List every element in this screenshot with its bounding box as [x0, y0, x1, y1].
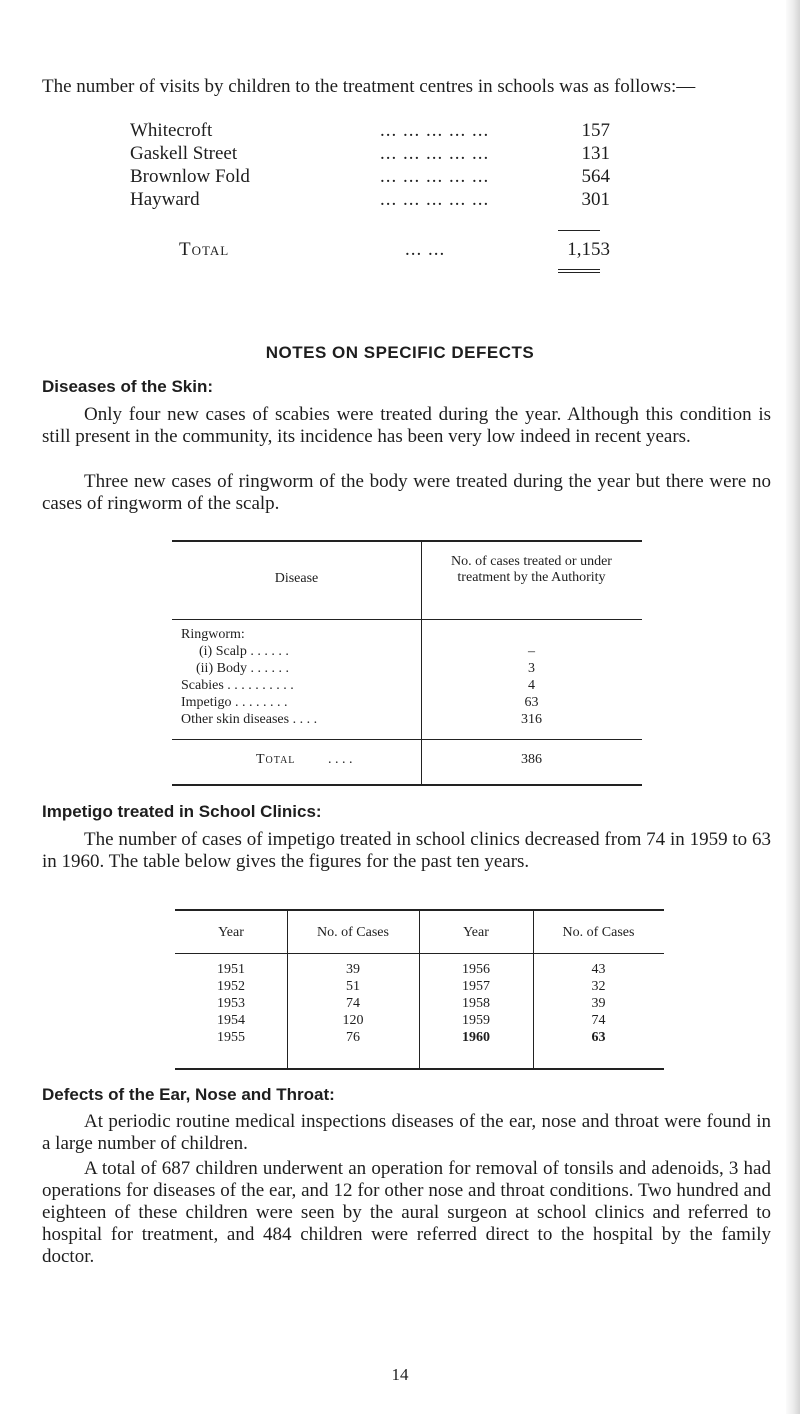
visit-row-whitecroft: [130, 120, 630, 142]
visit-label: Hayward: [130, 189, 200, 210]
visit-row-hayward: [130, 189, 630, 211]
impetigo-heading: Impetigo treated in School Clinics:: [42, 802, 322, 821]
col-header-year-1: Year: [218, 925, 244, 940]
cell-year: 1958: [462, 996, 490, 1011]
cell-year: 1953: [217, 996, 245, 1011]
cell-cases: 63: [591, 1030, 606, 1045]
row-body-value: 3: [528, 661, 535, 676]
row-scalp-label: (i) Scalp . . . . . .: [199, 644, 289, 659]
visit-label: Brownlow Fold: [130, 166, 250, 187]
cell-year: 1952: [217, 979, 245, 994]
ent-paragraph-2: A total of 687 children underwent an operation for removal of tonsils and adenoids, 3 had operations for diseases of the ear, and 12 for other nose and throat conditions. Two hundred and eighteen of these children were seen by the aural surgeon at school clinics and referred to hospital for treatment, and 484 children were referred direct to the hospital by the family doctor.: [42, 1158, 771, 1267]
total-label: Total: [179, 239, 230, 260]
cell-year: 1960: [462, 1030, 490, 1045]
row-other-label: Other skin diseases . . . .: [181, 712, 318, 727]
visit-label: Gaskell Street: [130, 143, 238, 164]
cell-cases: 74: [346, 996, 360, 1011]
cell-cases: 43: [591, 962, 606, 977]
visit-total-row: [130, 239, 630, 261]
leader-dots: ... ... ... ... ...: [380, 143, 490, 164]
skin-paragraph-2: Three new cases of ringworm of the body were treated during the year but there were no cases of ringworm of the scalp.: [42, 471, 771, 514]
cell-year: 1954: [217, 1013, 245, 1028]
row-impetigo-label: Impetigo . . . . . . . .: [181, 695, 288, 710]
col-header-disease: Disease: [274, 571, 319, 586]
visit-row-brownlow-fold: [130, 166, 630, 188]
col-header-cases-1: No. of Cases: [317, 925, 389, 940]
skin-heading: Diseases of the Skin:: [42, 377, 214, 396]
table-total-label: Total: [256, 752, 296, 767]
skin-paragraph-1: Only four new cases of scabies were treated during the year. Although this condition is still present in the community, its incidence has been very low indeed in recent years.: [42, 404, 771, 447]
row-other-value: 316: [521, 712, 542, 727]
double-rule-bottom: [558, 272, 600, 273]
col-header-cases-2: No. of Cases: [562, 925, 635, 940]
row-scabies-label: Scabies . . . . . . . . . .: [181, 678, 294, 693]
cell-year: 1951: [217, 962, 245, 977]
row-ringworm-label: Ringworm:: [181, 627, 245, 642]
cell-year: 1956: [462, 962, 490, 977]
cell-year: 1957: [462, 979, 490, 994]
row-scalp-value: –: [528, 644, 535, 659]
visit-count: 564: [581, 166, 610, 187]
col-header-year-2: Year: [463, 925, 489, 940]
cell-cases: 39: [346, 962, 360, 977]
cell-cases: 74: [591, 1013, 606, 1028]
row-body-label: (ii) Body . . . . . .: [196, 661, 289, 676]
row-scabies-value: 4: [528, 678, 535, 693]
ent-paragraph-1: At periodic routine medical inspections diseases of the ear, nose and throat were found in a large number of children.: [42, 1111, 771, 1154]
leader-dots: ... ... ... ... ...: [380, 120, 490, 141]
cell-year: 1959: [462, 1013, 490, 1028]
table-bottom-rule: [172, 784, 642, 786]
cell-cases: 51: [346, 979, 360, 994]
sum-rule: [558, 230, 600, 231]
table-header-rule: [172, 619, 642, 620]
table-top-rule: [172, 540, 642, 542]
cell-year: 1955: [217, 1030, 245, 1045]
impetigo-paragraph: The number of cases of impetigo treated in school clinics decreased from 74 in 1959 to 63 in 1960. The table below gives the figures for the past ten years.: [42, 829, 771, 872]
leader-dots: ... ... ... ... ...: [380, 189, 490, 210]
cell-cases: 39: [591, 996, 606, 1011]
table-total-value: 386: [521, 752, 542, 767]
visit-label: Whitecroft: [130, 120, 213, 141]
page-number: 14: [391, 1365, 409, 1384]
cell-cases: 120: [342, 1013, 364, 1028]
visit-row-gaskell-street: [130, 143, 630, 165]
table-total-dots: . . . .: [328, 752, 353, 767]
double-rule-top: [558, 269, 600, 270]
visit-count: 301: [581, 189, 610, 210]
row-impetigo-value: 63: [524, 695, 539, 710]
intro-paragraph: The number of visits by children to the treatment centres in schools was as follows:—: [42, 76, 696, 97]
cell-cases: 76: [346, 1030, 360, 1045]
cell-cases: 32: [591, 979, 606, 994]
visit-count: 157: [581, 120, 610, 141]
section-heading: NOTES ON SPECIFIC DEFECTS: [265, 343, 535, 362]
total-count: 1,153: [567, 239, 610, 260]
leader-dots: ... ...: [405, 239, 446, 260]
visit-count: 131: [581, 143, 610, 164]
col-header-cases: No. of cases treated or under treatment by the Authority: [451, 554, 612, 585]
ent-heading: Defects of the Ear, Nose and Throat:: [42, 1085, 335, 1104]
table-total-rule: [172, 739, 642, 740]
leader-dots: ... ... ... ... ...: [380, 166, 490, 187]
